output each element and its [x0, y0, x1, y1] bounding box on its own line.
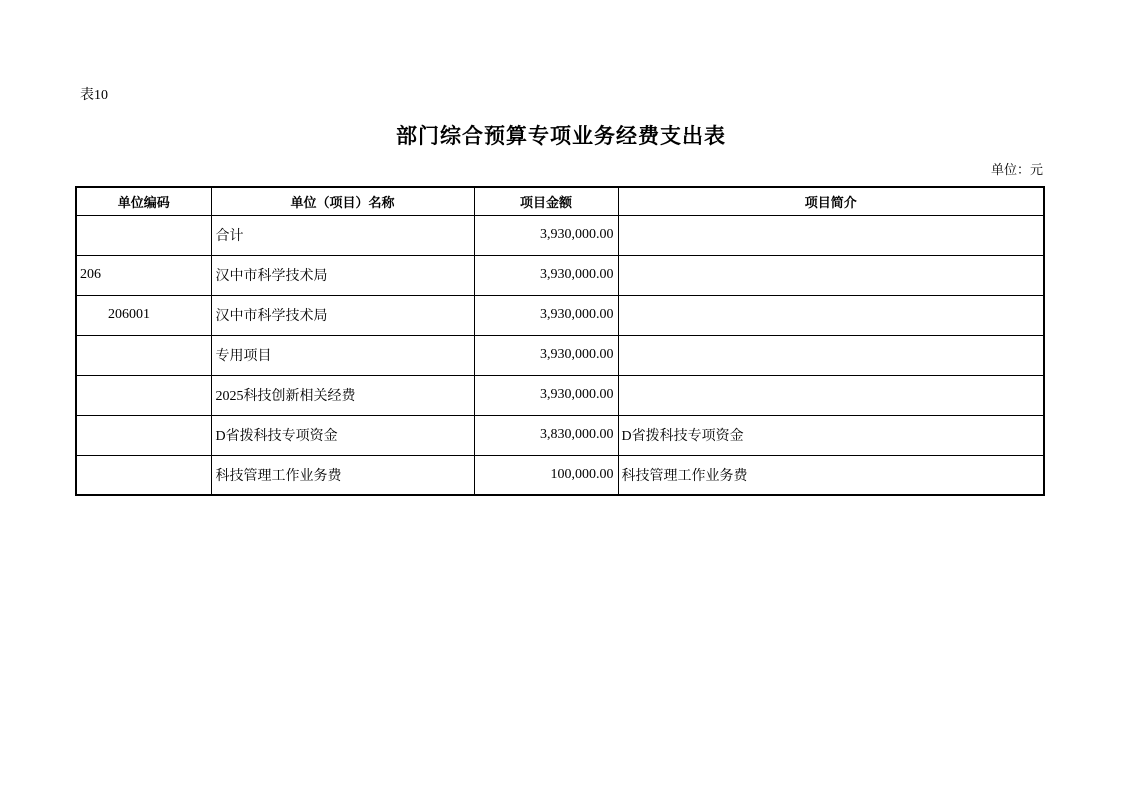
cell-project-amount: 3,830,000.00 — [474, 415, 618, 455]
cell-project-intro — [618, 375, 1044, 415]
table-row — [76, 375, 1044, 415]
cell-unit-code — [76, 375, 211, 415]
table-row — [76, 455, 1044, 495]
cell-project-name: 合计 — [211, 215, 474, 255]
budget-table — [75, 186, 1045, 496]
cell-project-amount: 3,930,000.00 — [474, 255, 618, 295]
col-header-unit-code: 单位编码 — [76, 187, 211, 215]
cell-project-name: 科技管理工作业务费 — [211, 455, 474, 495]
col-header-unit-project-name: 单位（项目）名称 — [211, 187, 474, 215]
cell-project-amount: 3,930,000.00 — [474, 215, 618, 255]
cell-project-intro: D省拨科技专项资金 — [618, 415, 1044, 455]
cell-unit-code: 206001 — [76, 295, 211, 335]
cell-project-intro — [618, 295, 1044, 335]
cell-project-intro — [618, 215, 1044, 255]
cell-unit-code — [76, 215, 211, 255]
cell-project-intro — [618, 335, 1044, 375]
header-row — [76, 187, 1044, 215]
table-number-label: 表10 — [80, 88, 108, 103]
cell-project-amount: 3,930,000.00 — [474, 295, 618, 335]
cell-unit-code — [76, 455, 211, 495]
table-row — [76, 215, 1044, 255]
cell-project-amount: 3,930,000.00 — [474, 335, 618, 375]
col-header-project-intro: 项目简介 — [618, 187, 1044, 215]
table-row — [76, 255, 1044, 295]
cell-project-intro — [618, 255, 1044, 295]
cell-unit-code — [76, 415, 211, 455]
cell-project-name: 2025科技创新相关经费 — [211, 375, 474, 415]
cell-project-name: 专用项目 — [211, 335, 474, 375]
table-row — [76, 295, 1044, 335]
page-title: 部门综合预算专项业务经费支出表 — [396, 124, 726, 148]
cell-project-intro: 科技管理工作业务费 — [618, 455, 1044, 495]
table-row — [76, 335, 1044, 375]
cell-project-amount: 100,000.00 — [474, 455, 618, 495]
currency-unit-note: 单位：元 — [990, 162, 1043, 177]
cell-project-amount: 3,930,000.00 — [474, 375, 618, 415]
cell-unit-code: 206 — [76, 255, 211, 295]
cell-project-name: 汉中市科学技术局 — [211, 295, 474, 335]
cell-project-name: 汉中市科学技术局 — [211, 255, 474, 295]
cell-unit-code — [76, 335, 211, 375]
table-row — [76, 415, 1044, 455]
cell-project-name: D省拨科技专项资金 — [211, 415, 474, 455]
col-header-project-amount: 项目金额 — [474, 187, 618, 215]
